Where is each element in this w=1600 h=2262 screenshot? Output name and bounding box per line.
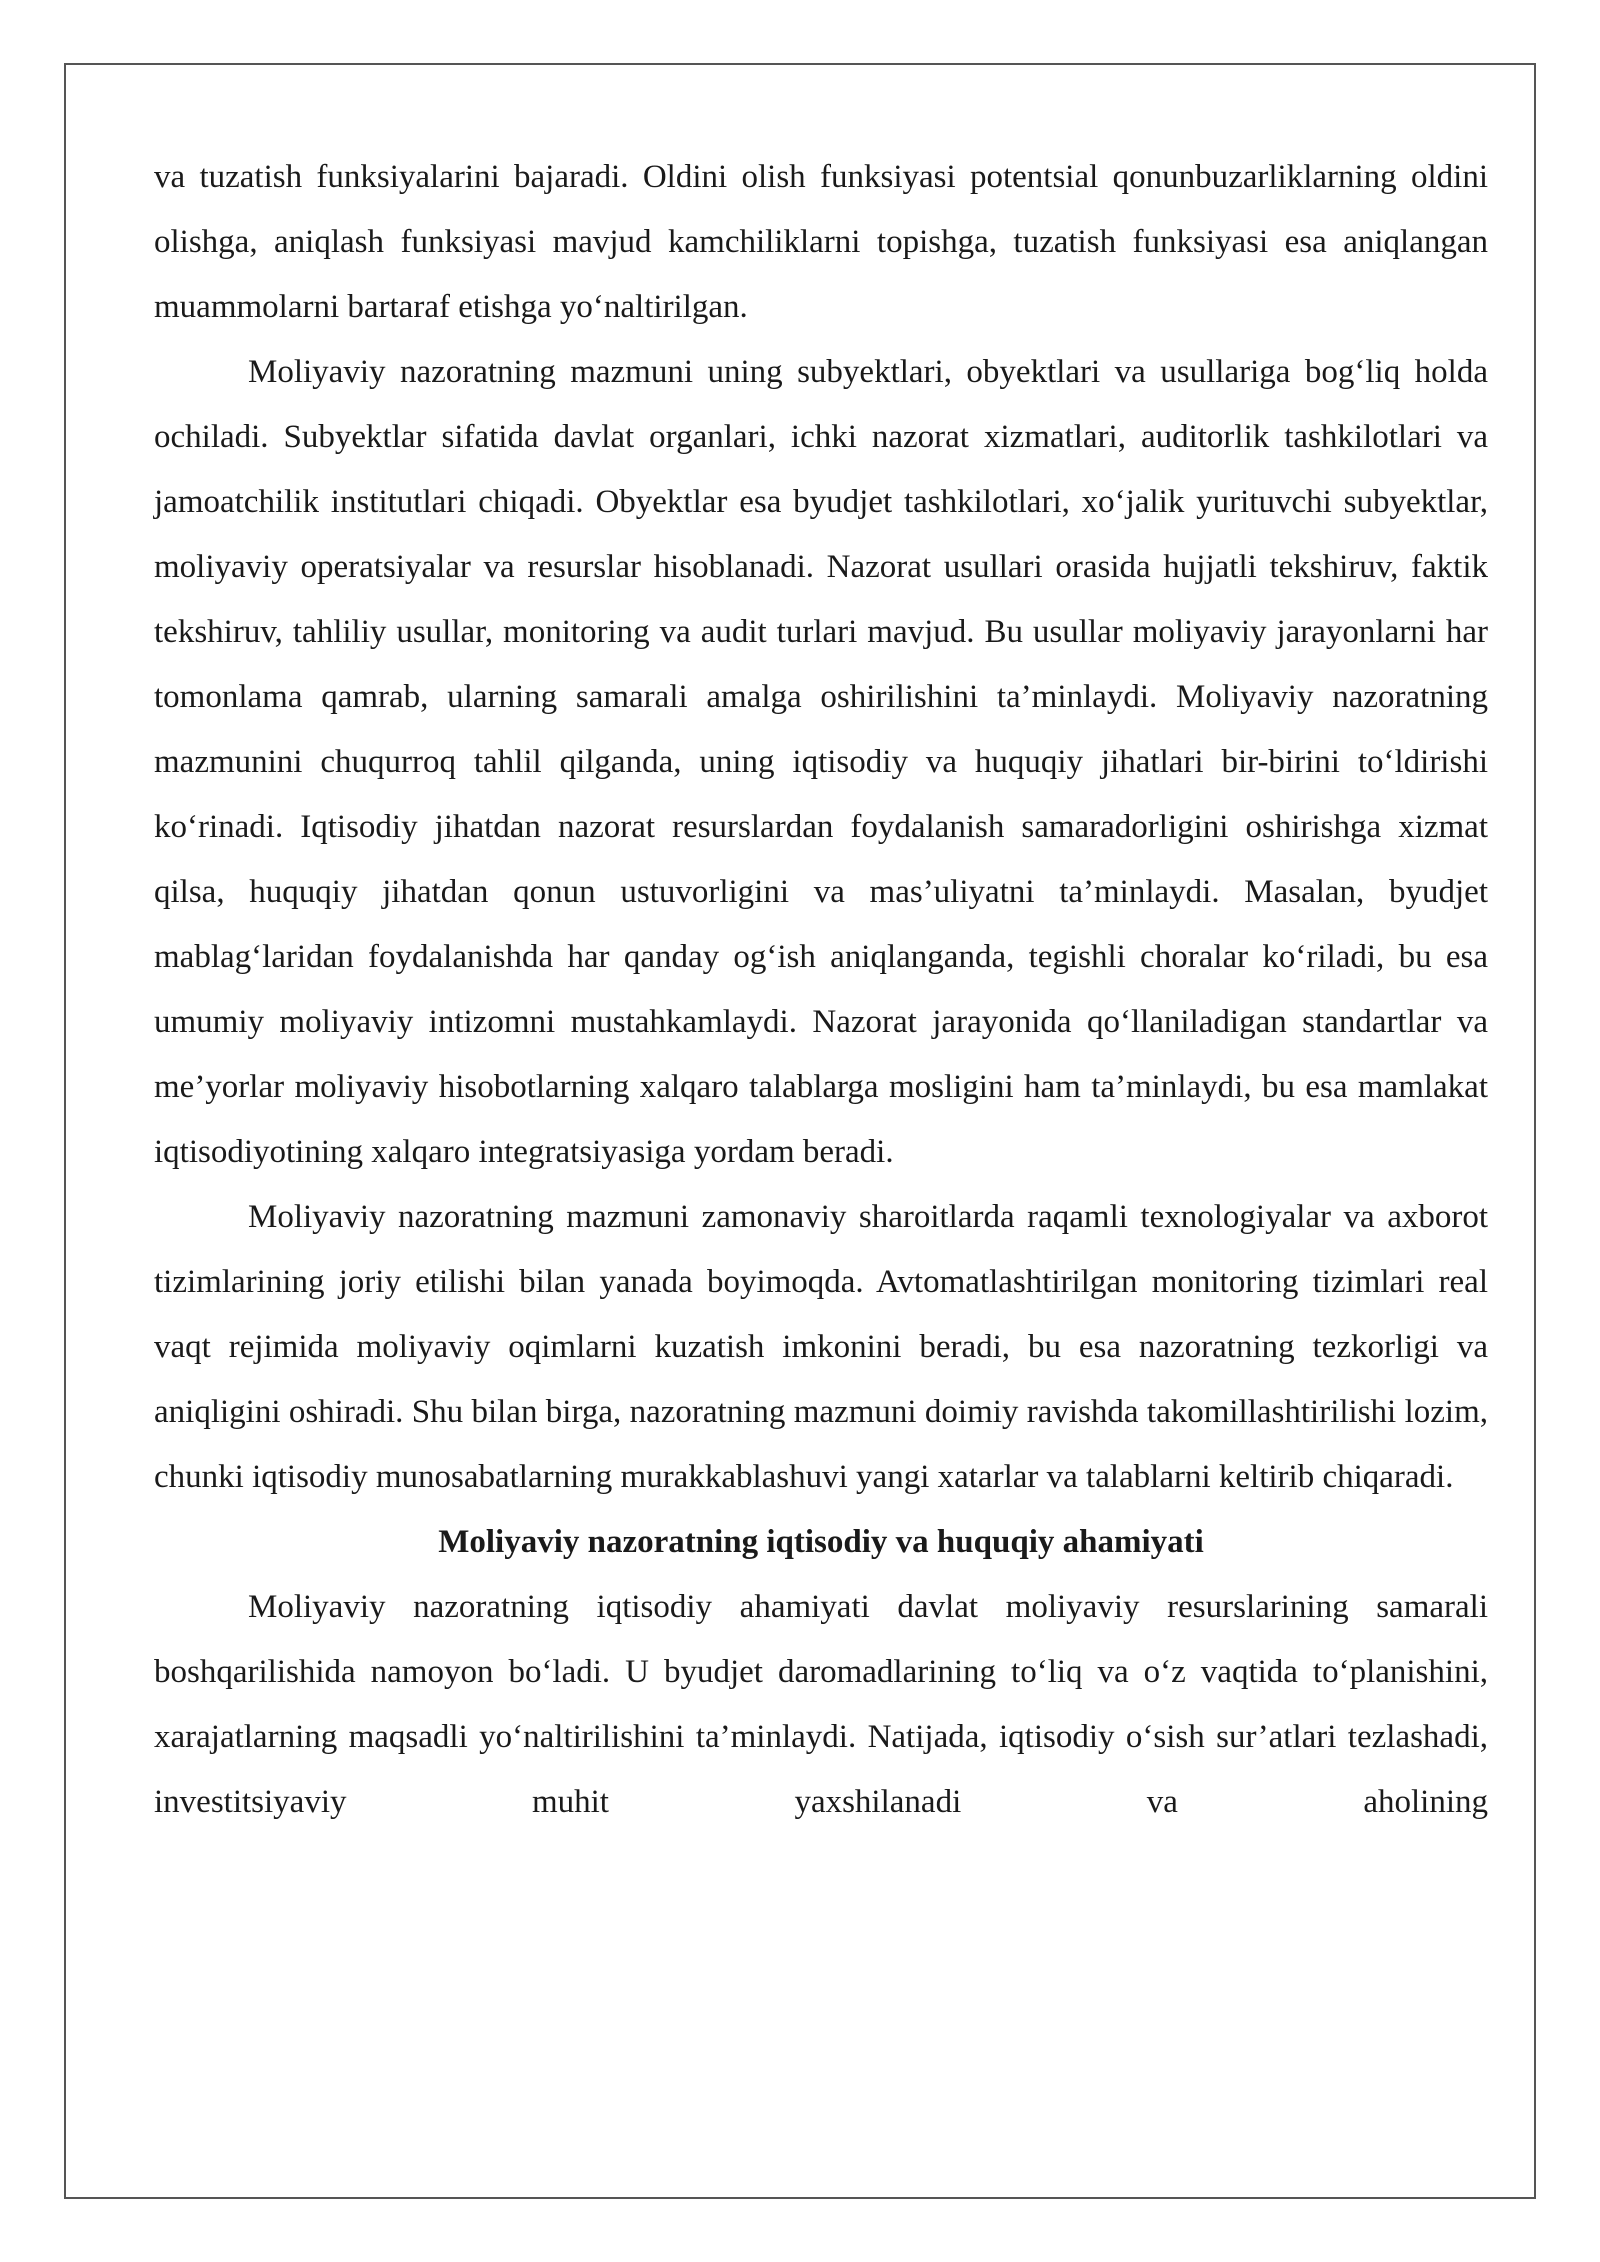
- paragraph-content-subjects: Moliyaviy nazoratning mazmuni uning subyektlari, obyektlari va usullariga bog‘liq holda ochiladi. Subyektlar sifatida davlat organlari, ichki nazorat xizmatlari, auditorlik tashkilotlari va jamoatchilik institutlari chiqadi. Obyektlar esa byudjet tashkilotlari, xo‘jalik yurituvchi subyektlar, moliyaviy operatsiyalar va resurslar hisoblanadi. Nazorat usullari orasida hujjatli tekshiruv, faktik tekshiruv, tahliliy usullar, monitoring va audit turlari mavjud. Bu usullar moliyaviy jarayonlarni har tomonlama qamrab, ularning samarali amalga oshirilishini ta’minlaydi. Moliyaviy nazoratning mazmunini chuqurroq tahlil qilganda, uning iqtisodiy va huquqiy jihatlari bir-birini to‘ldirishi ko‘rinadi. Iqtisodiy jihatdan nazorat resurslardan foydalanish samaradorligini oshirishga xizmat qilsa, huquqiy jihatdan qonun ustuvorligini va mas’uliyatni ta’minlaydi. Masalan, byudjet mablag‘laridan foydalanishda har qanday og‘ish aniqlanganda, tegishli choralar ko‘riladi, bu esa umumiy moliyaviy intizomni mustahkamlaydi. Nazorat jarayonida qo‘llaniladigan standartlar va me’yorlar moliyaviy hisobotlarning xalqaro talablarga mosligini ham ta’minlaydi, bu esa mamlakat iqtisodiyotining xalqaro integratsiyasiga yordam beradi.: [154, 354, 1488, 1170]
- paragraph-digital-technologies: Moliyaviy nazoratning mazmuni zamonaviy sharoitlarda raqamli texnologiyalar va axborot tizimlarining joriy etilishi bilan yanada boyimoqda. Avtomatlashtirilgan monitoring tizimlari real vaqt rejimida moliyaviy oqimlarni kuzatish imkonini beradi, bu esa nazoratning tezkorligi va aniqligini oshiradi. Shu bilan birga, nazoratning mazmuni doimiy ravishda takomillashtirilishi lozim, chunki iqtisodiy munosabatlarning murakkablashuvi yangi xatarlar va talablarni keltirib chiqaradi.: [154, 1199, 1488, 1495]
- paragraph-continued: va tuzatish funksiyalarini bajaradi. Oldini olish funksiyasi potentsial qonunbuzarliklarning oldini olishga, aniqlash funksiyasi mavjud kamchiliklarni topishga, tuzatish funksiyasi esa aniqlangan muammolarni bartaraf etishga yo‘naltirilgan.: [154, 159, 1488, 325]
- section-heading: Moliyaviy nazoratning iqtisodiy va huquqiy ahamiyati: [438, 1524, 1204, 1560]
- document-body: [154, 145, 1488, 1835]
- paragraph-economic-importance: Moliyaviy nazoratning iqtisodiy ahamiyati davlat moliyaviy resurslarining samarali boshqarilishida namoyon bo‘ladi. U byudjet daromadlarining to‘liq va o‘z vaqtida to‘planishini, xarajatlarning maqsadli yo‘naltirilishini ta’minlaydi. Natijada, iqtisodiy o‘sish sur’atlari tezlashadi, investitsiyaviy muhit yaxshilanadi va aholining: [154, 1589, 1488, 1820]
